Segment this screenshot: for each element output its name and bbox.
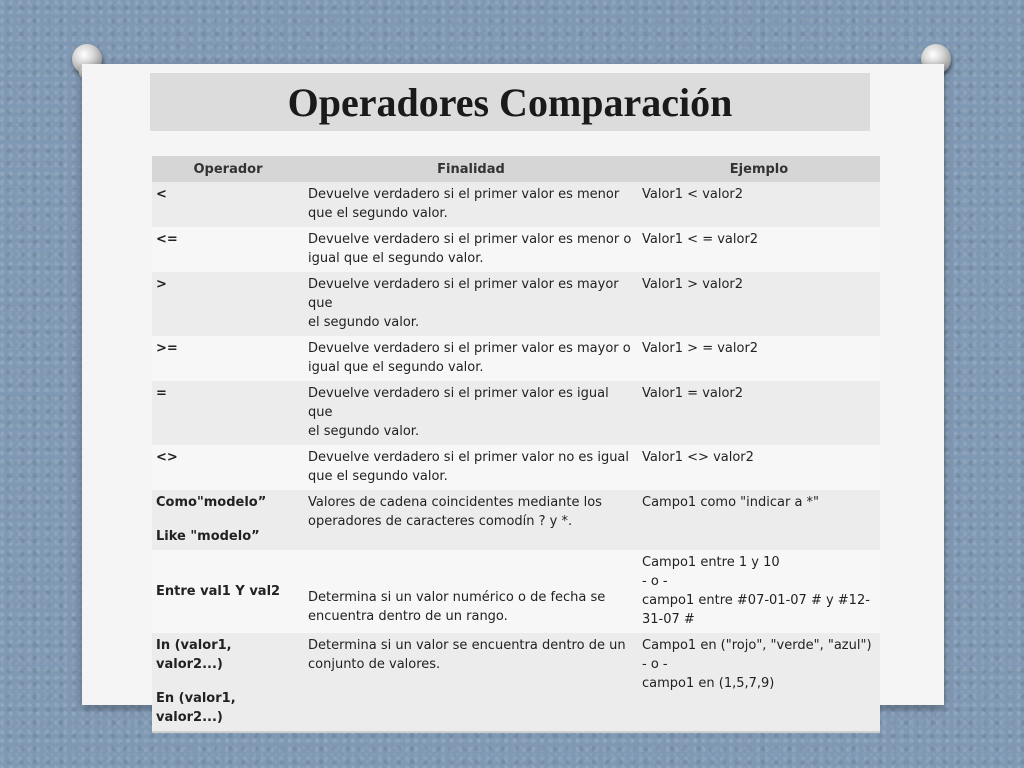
operador-cell bbox=[152, 182, 304, 227]
operador-cell bbox=[152, 490, 304, 550]
header-ejemplo: Ejemplo bbox=[638, 156, 880, 182]
header-finalidad: Finalidad bbox=[304, 156, 638, 182]
ejemplo-line: Valor1 > = valor2 bbox=[642, 341, 759, 356]
finalidad-line: el segundo valor. bbox=[308, 315, 420, 330]
finalidad-cell bbox=[304, 272, 638, 336]
table-row bbox=[152, 490, 880, 550]
finalidad-cell bbox=[304, 550, 638, 633]
finalidad-line: Determina si un valor numérico o de fecha se bbox=[308, 590, 606, 605]
operador-cell bbox=[152, 227, 304, 272]
operador-text: In (valor1, valor2...) bbox=[156, 638, 232, 672]
finalidad-line: Devuelve verdadero si el primer valor no es igual bbox=[308, 450, 630, 465]
table-row bbox=[152, 227, 880, 272]
finalidad-line: que el segundo valor. bbox=[308, 206, 448, 221]
table-row bbox=[152, 381, 880, 445]
ejemplo-line: campo1 entre #07-01-07 # y #12- bbox=[642, 593, 870, 608]
operador-cell bbox=[152, 381, 304, 445]
ejemplo-cell bbox=[638, 182, 880, 227]
finalidad-cell bbox=[304, 336, 638, 381]
ejemplo-line: campo1 en (1,5,7,9) bbox=[642, 676, 775, 691]
finalidad-line: Devuelve verdadero si el primer valor es menor bbox=[308, 187, 620, 202]
operador-cell bbox=[152, 633, 304, 732]
table-row bbox=[152, 633, 880, 732]
finalidad-cell bbox=[304, 445, 638, 490]
finalidad-line: Valores de cadena coincidentes mediante los bbox=[308, 495, 602, 510]
operador-text: >= bbox=[156, 341, 178, 356]
operador-cell bbox=[152, 272, 304, 336]
operador-cell bbox=[152, 550, 304, 633]
ejemplo-line: Campo1 como "indicar a *" bbox=[642, 495, 820, 510]
finalidad-cell bbox=[304, 182, 638, 227]
finalidad-cell bbox=[304, 633, 638, 732]
operators-table bbox=[152, 156, 880, 733]
ejemplo-cell bbox=[638, 272, 880, 336]
table-row bbox=[152, 550, 880, 633]
operador-text: < bbox=[156, 187, 167, 202]
finalidad-line: que el segundo valor. bbox=[308, 469, 448, 484]
operador-cell bbox=[152, 336, 304, 381]
finalidad-line: conjunto de valores. bbox=[308, 657, 441, 672]
table-row bbox=[152, 445, 880, 490]
finalidad-line: Devuelve verdadero si el primer valor es igual que bbox=[308, 386, 609, 420]
finalidad-line: Determina si un valor se encuentra dentro de un bbox=[308, 638, 626, 653]
ejemplo-line: - o - bbox=[642, 657, 668, 672]
finalidad-cell bbox=[304, 490, 638, 550]
ejemplo-line: 31-07 # bbox=[642, 612, 695, 627]
finalidad-line: encuentra dentro de un rango. bbox=[308, 609, 508, 624]
ejemplo-line: - o - bbox=[642, 574, 668, 589]
finalidad-cell bbox=[304, 381, 638, 445]
ejemplo-line: Valor1 <> valor2 bbox=[642, 450, 754, 465]
ejemplo-line: Valor1 < = valor2 bbox=[642, 232, 759, 247]
table-row bbox=[152, 336, 880, 381]
table-header-row bbox=[152, 156, 880, 182]
operador-text: > bbox=[156, 277, 167, 292]
finalidad-line: igual que el segundo valor. bbox=[308, 251, 484, 266]
ejemplo-line: Campo1 en ("rojo", "verde", "azul") bbox=[642, 638, 872, 653]
finalidad-line: el segundo valor. bbox=[308, 424, 420, 439]
finalidad-line: igual que el segundo valor. bbox=[308, 360, 484, 375]
finalidad-cell bbox=[304, 227, 638, 272]
ejemplo-line: Valor1 > valor2 bbox=[642, 277, 744, 292]
operador-text: Como"modelo” bbox=[156, 495, 267, 510]
table-row bbox=[152, 182, 880, 227]
ejemplo-line: Campo1 entre 1 y 10 bbox=[642, 555, 780, 570]
table-row bbox=[152, 272, 880, 336]
finalidad-line: Devuelve verdadero si el primer valor es menor o bbox=[308, 232, 632, 247]
ejemplo-cell bbox=[638, 336, 880, 381]
finalidad-line: Devuelve verdadero si el primer valor es mayor o bbox=[308, 341, 631, 356]
operador-cell bbox=[152, 445, 304, 490]
ejemplo-cell bbox=[638, 445, 880, 490]
operador-text: Entre val1 Y val2 bbox=[156, 583, 281, 599]
finalidad-line: operadores de caracteres comodín ? y *. bbox=[308, 514, 573, 529]
title-banner bbox=[150, 73, 870, 131]
operador-text: Like "modelo” bbox=[156, 529, 260, 544]
header-operador: Operador bbox=[152, 156, 304, 182]
ejemplo-cell bbox=[638, 490, 880, 550]
slide-title: Operadores Comparación bbox=[287, 79, 733, 125]
operador-text: <= bbox=[156, 232, 178, 247]
ejemplo-cell bbox=[638, 227, 880, 272]
operador-text: = bbox=[156, 386, 167, 401]
ejemplo-cell bbox=[638, 381, 880, 445]
finalidad-line: Devuelve verdadero si el primer valor es mayor que bbox=[308, 277, 619, 311]
ejemplo-cell bbox=[638, 633, 880, 732]
ejemplo-line: Valor1 = valor2 bbox=[642, 386, 744, 401]
operador-text: En (valor1, valor2...) bbox=[156, 691, 236, 725]
ejemplo-line: Valor1 < valor2 bbox=[642, 187, 744, 202]
operador-text: <> bbox=[156, 450, 178, 465]
ejemplo-cell bbox=[638, 550, 880, 633]
